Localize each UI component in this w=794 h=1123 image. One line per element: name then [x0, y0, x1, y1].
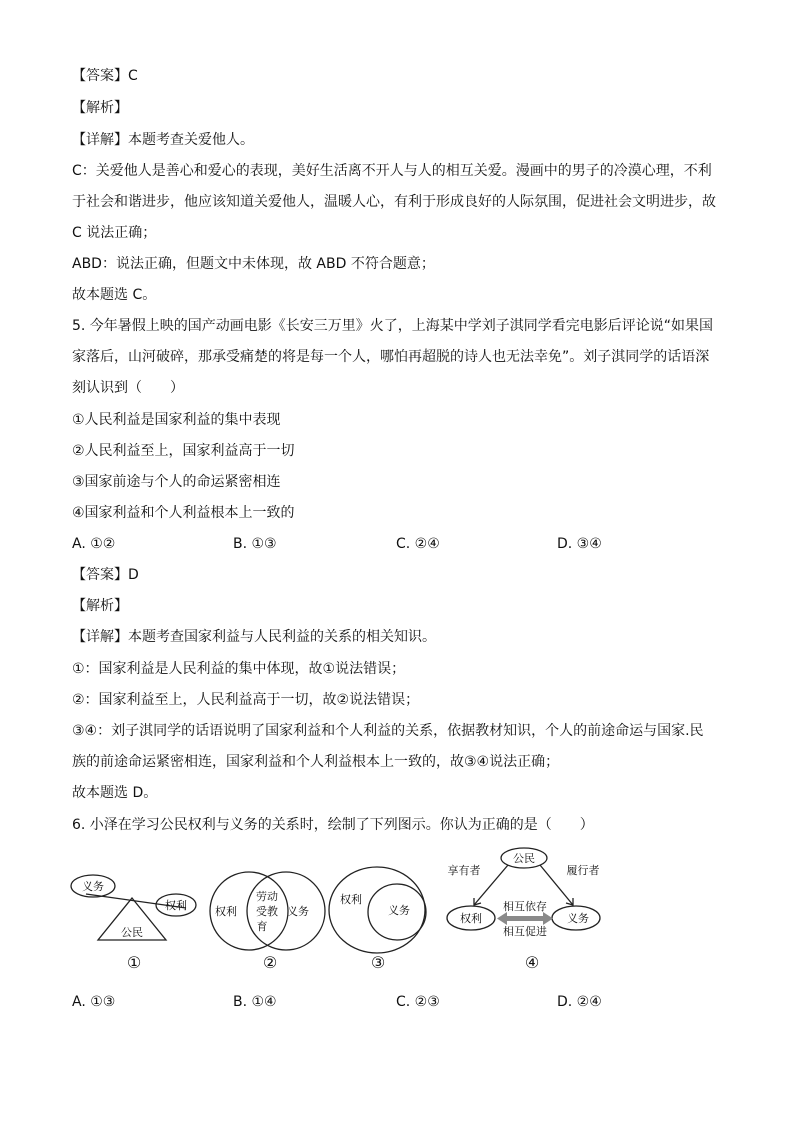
- fig2-number: ②: [262, 953, 278, 972]
- fig2-label-overlap-3: 育: [256, 920, 268, 933]
- q5-statement-4: ④国家利益和个人利益根本上一致的: [72, 505, 295, 521]
- q5-explain-34-line2: 族的前途命运紧密相连，国家利益和个人利益根本上一致的，故③④说法正确；: [72, 754, 560, 770]
- q5-stem-line2: 家落后，山河破碎，那承受痛楚的将是每一个人，哪怕再超脱的诗人也无法幸免”。刘子淇同学的话语深: [72, 349, 710, 365]
- q5-stem-line1: 5. 今年暑假上映的国产动画电影《长安三万里》火了，上海某中学刘子淇同学看完电影后评论说“如果国: [72, 318, 714, 334]
- fig3-number: ③: [370, 953, 386, 972]
- fig4-label-interdependent: 相互依存: [503, 900, 547, 913]
- q4-analysis-label: 【解析】: [72, 100, 128, 116]
- fig3-label-right: 权利: [340, 893, 362, 906]
- fig1-number: ①: [126, 953, 142, 972]
- fig4-label-duty: 义务: [567, 912, 589, 925]
- q5-explain-34-line1: ③④：刘子淇同学的话语说明了国家利益和个人利益的关系，依据教材知识，个人的前途命运与国家.民: [72, 723, 704, 739]
- q4-conclusion: 故本题选 C。: [72, 287, 157, 303]
- fig4-label-performer: 履行者: [566, 864, 600, 877]
- fig1-label-duty: 义务: [82, 880, 104, 893]
- q4-para-c-line2: 于社会和谐进步，他应该知道关爱他人，温暖人心，有利于形成良好的人际氛围，促进社会文明进步，故: [72, 194, 716, 210]
- q5-detail: 【详解】本题考查国家利益与人民利益的关系的相关知识。: [72, 629, 436, 645]
- fig4-double-arrow: [497, 912, 553, 925]
- q5-statement-1: ①人民利益是国家利益的集中表现: [72, 412, 281, 428]
- fig3-nested: [329, 867, 426, 953]
- q5-explain-2: ②：国家利益至上，人民利益高于一切，故②说法错误；: [72, 692, 420, 708]
- q4-para-abd: ABD：说法正确，但题文中未体现，故 ABD 不符合题意；: [72, 256, 435, 272]
- q5-option-d: D. ③④: [557, 536, 602, 552]
- fig4-label-citizen: 公民: [513, 852, 535, 865]
- q5-option-c: C. ②④: [396, 536, 440, 552]
- fig2-label-overlap-1: 劳动: [256, 890, 278, 903]
- q6-figures: [0, 840, 794, 980]
- fig1-label-right: 权利: [165, 899, 187, 912]
- fig4-label-holder: 享有者: [447, 864, 481, 877]
- q4-para-c-line3: C 说法正确；: [72, 225, 157, 241]
- q4-detail: 【详解】本题考查关爱他人。: [72, 132, 254, 148]
- q6-option-b: B. ①④: [233, 994, 277, 1010]
- q5-option-a: A. ①②: [72, 536, 116, 552]
- q5-option-b: B. ①③: [233, 536, 277, 552]
- fig4-label-mutual-promote: 相互促进: [503, 925, 547, 938]
- q5-analysis-label: 【解析】: [72, 598, 128, 614]
- q6-option-a: A. ①③: [72, 994, 116, 1010]
- q4-para-c-line1: C：关爱他人是善心和爱心的表现，美好生活离不开人与人的相互关爱。漫画中的男子的冷漠心理，不利: [72, 163, 712, 179]
- fig4-label-right: 权利: [460, 912, 482, 925]
- q5-stem-line3: 刻认识到（ ）: [72, 380, 184, 396]
- fig2-label-overlap-2: 受教: [256, 905, 278, 918]
- fig2-label-duty: 义务: [287, 905, 309, 918]
- q6-stem: 6. 小泽在学习公民权利与义务的关系时，绘制了下列图示。你认为正确的是（ ）: [72, 817, 594, 833]
- fig2-label-right: 权利: [215, 905, 237, 918]
- fig4-number: ④: [524, 953, 540, 972]
- fig3-label-duty: 义务: [388, 904, 410, 917]
- q5-answer: 【答案】D: [72, 567, 139, 583]
- q5-conclusion: 故本题选 D。: [72, 785, 158, 801]
- q4-answer: 【答案】C: [72, 68, 138, 84]
- fig1-label-citizen: 公民: [121, 926, 143, 939]
- q5-statement-2: ②人民利益至上，国家利益高于一切: [72, 443, 295, 459]
- q5-statement-3: ③国家前途与个人的命运紧密相连: [72, 474, 281, 490]
- q6-option-d: D. ②④: [557, 994, 602, 1010]
- q6-option-c: C. ②③: [396, 994, 440, 1010]
- q5-explain-1: ①：国家利益是人民利益的集中体现，故①说法错误；: [72, 661, 406, 677]
